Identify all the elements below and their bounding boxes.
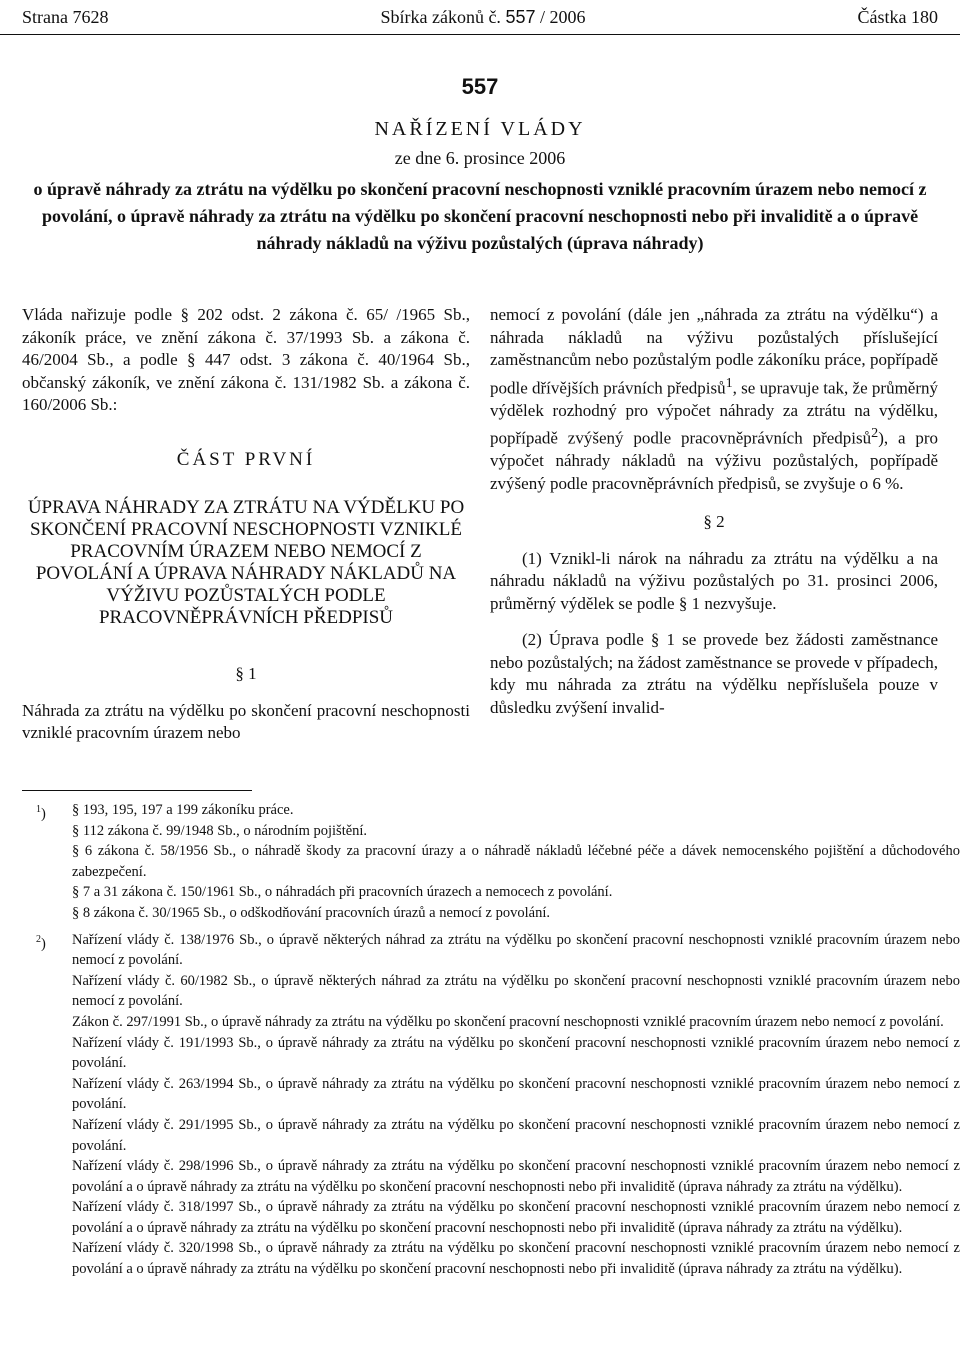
footnote-ref-2: 2 — [871, 425, 879, 442]
collection-year: / 2006 — [539, 6, 586, 27]
collection-label: Sbírka zákonů č. — [380, 6, 501, 27]
section-1-cont-a: nemocí z povolání (dále jen „náhrada za ztrátu na výdělku“) a náhrada nákladů na výživu pozůstalých příslušející zaměstnancům nebo pozůstalým podle zákoníku práce, popřípadě podle dřívějších právních předpisů — [490, 305, 938, 398]
page-header — [22, 4, 938, 30]
section-2-heading: § 2 — [703, 512, 725, 532]
regulation-number: 557 — [461, 74, 499, 99]
issue-number: Částka 180 — [857, 6, 938, 27]
left-column — [22, 304, 470, 745]
footnote-2-line: Nařízení vlády č. 320/1998 Sb., o úpravě náhrady za ztrátu na výdělku po skončení pracovní neschopnosti vzniklé pracovním úrazem nebo nemocí z povolání a o úpravě náhrady za ztrátu na výdělku po skončení pracovní neschopnosti nebo při invaliditě (úprava náhrady za ztrátu na výdělku). — [72, 1240, 960, 1278]
regulation-type: NAŘÍZENÍ VLÁDY — [374, 118, 586, 140]
section-1-cont-b: , se upravuje tak, že průměrný výdělek rozhodný pro výpočet náhrady za ztrátu na výdělku, popřípadě zvýšený podle pracovněprávních předpisů — [490, 378, 938, 448]
footnotes — [36, 800, 960, 1280]
footnote-2-number: 2 — [36, 933, 41, 945]
preamble: Vláda nařizuje podle § 202 odst. 2 zákona č. 65/ /1965 Sb., zákoník práce, ve znění zákona č. 37/1993 Sb. a zákona č. 46/2004 Sb., a podle § 447 odst. 3 zákona č. 40/1964 Sb., občanský zákoník, ve znění zákona č. 131/1982 Sb. a zákona č. 160/2006 Sb.: — [22, 305, 470, 414]
header-rule — [0, 34, 960, 35]
footnote-2-line: Nařízení vlády č. 191/1993 Sb., o úpravě náhrady za ztrátu na výdělku po skončení pracovní neschopnosti vzniklé pracovním úrazem nebo nemocí z povolání. — [72, 1034, 960, 1072]
footnote-1-line: § 6 zákona č. 58/1956 Sb., o náhradě škody za pracovní úrazy a o náhradě nákladů léčebné péče a dávek nemocenského pojištění a důchodového zabezpečení. — [72, 843, 960, 880]
footnote-1-line: § 193, 195, 197 a 199 zákoníku práce. — [72, 802, 294, 818]
footnote-rule — [22, 790, 252, 791]
page-number: Strana 7628 — [22, 6, 109, 27]
footnote-2-line: Zákon č. 297/1991 Sb., o úpravě náhrady za ztrátu na výdělku po skončení pracovní neschopnosti vzniklé pracovním úrazem nebo nemocí z povolání. — [72, 1013, 944, 1030]
footnote-1-number: 1 — [36, 804, 41, 815]
section-2-paragraph-1: (1) Vznikl-li nárok na náhradu za ztrátu na výdělku a na náhradu nákladů na výživu pozůstalých po 31. prosinci 2006, průměrný výdělek se podle § 1 nezvyšuje. — [490, 548, 938, 613]
footnote-ref-1: 1 — [725, 374, 733, 391]
footnote-2 — [36, 930, 960, 1280]
section-1-cont-c: ), a pro výpočet náhrady nákladů na výživu pozůstalých, popřípadě zvýšený podle pracovněprávních předpisů, se zvyšuje o 6 %. — [490, 428, 938, 493]
part-subheading: ÚPRAVA NÁHRADY ZA ZTRÁTU NA VÝDĚLKU PO SKONČENÍ PRACOVNÍ NESCHOPNOSTI VZNIKLÉ PRACOVNÍM ÚRAZEM NEBO NEMOCÍ Z POVOLÁNÍ A ÚPRAVA NÁHRADY NÁKLADŮ NA VÝŽIVU POZŮSTALÝCH PODLE PRACOVNĚPRÁVNÍCH PŘEDPISŮ — [27, 497, 465, 628]
footnote-2-line: Nařízení vlády č. 318/1997 Sb., o úpravě náhrady za ztrátu na výdělku po skončení pracovní neschopnosti vzniklé pracovním úrazem nebo nemocí z povolání a o úpravě náhrady za ztrátu na výdělku po skončení pracovní neschopnosti nebo při invaliditě (úprava náhrady za ztrátu na výdělku). — [72, 1199, 960, 1236]
footnote-2-line: Nařízení vlády č. 138/1976 Sb., o úpravě některých náhrad za ztrátu na výdělku po skončení pracovní neschopnosti vzniklé pracovním úrazem nebo nemocí z povolání. — [72, 931, 960, 969]
collection-number: 557 — [505, 6, 536, 27]
footnote-2-line: Nařízení vlády č. 60/1982 Sb., o úpravě některých náhrad za ztrátu na výdělku po skončení pracovní neschopnosti vzniklé pracovním úrazem nebo nemocí z povolání. — [72, 972, 960, 1010]
footnote-1-line: § 112 zákona č. 99/1948 Sb., o národním pojištění. — [72, 822, 368, 839]
collection-reference — [380, 7, 585, 28]
right-column — [490, 304, 938, 719]
section-2-paragraph-2: (2) Úprava podle § 1 se provede bez žádosti zaměstnance nebo pozůstalých; na žádost zaměstnance se provede v případech, kdy mu náhrada za ztrátu na výdělku nepříslušela pouze v důsledku zvýšení invalid- — [490, 630, 938, 717]
section-1-continuation — [490, 304, 938, 495]
section-1-text: Náhrada za ztrátu na výdělku po skončení pracovní neschopnosti vzniklé pracovním úrazem nebo — [22, 700, 470, 742]
footnote-1-marker: $^1$) — [36, 804, 46, 822]
footnote-2-line: Nařízení vlády č. 298/1996 Sb., o úpravě náhrady za ztrátu na výdělku po skončení pracovní neschopnosti vzniklé pracovním úrazem nebo nemocí z povolání a o úpravě náhrady za ztrátu na výdělku po skončení pracovní neschopnosti nebo při invaliditě (úprava náhrady za ztrátu na výdělku). — [72, 1158, 960, 1195]
footnote-1-line: § 8 zákona č. 30/1965 Sb., o odškodňování pracovních úrazů a nemocí z povolání. — [72, 904, 550, 921]
footnote-1-line: § 7 a 31 zákona č. 150/1961 Sb., o náhradách při pracovních úrazech a nemocech z povolání. — [72, 884, 613, 901]
footnote-1 — [36, 800, 960, 924]
regulation-title: o úpravě náhrady za ztrátu na výdělku po skončení pracovní neschopnosti vzniklé pracovním úrazem nebo nemocí z povolání, o úpravě náhrady za ztrátu na výdělku po skončení pracovní neschopnosti nebo při invaliditě a o úpravě náhrady nákladů na výživu pozůstalých (úprava náhrady) — [33, 179, 927, 253]
footnote-2-line: Nařízení vlády č. 291/1995 Sb., o úpravě náhrady za ztrátu na výdělku po skončení pracovní neschopnosti vzniklé pracovním úrazem nebo nemocí z povolání. — [72, 1116, 960, 1154]
regulation-date: ze dne 6. prosince 2006 — [394, 148, 566, 168]
footnote-2-marker: $^2$) — [36, 933, 46, 952]
footnote-2-line: Nařízení vlády č. 263/1994 Sb., o úpravě náhrady za ztrátu na výdělku po skončení pracovní neschopnosti vzniklé pracovním úrazem nebo nemocí z povolání. — [72, 1075, 960, 1113]
section-1-heading: § 1 — [235, 664, 257, 683]
part-heading: ČÁST PRVNÍ — [176, 448, 316, 470]
